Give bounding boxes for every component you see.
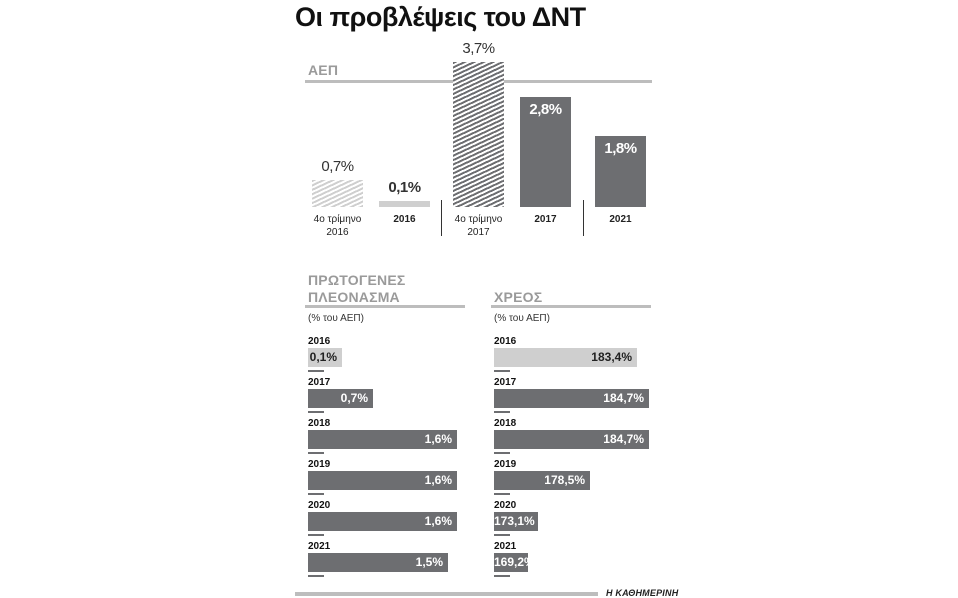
surplus-bar: 1,6% <box>308 430 457 449</box>
debt-year-label: 2020 <box>494 500 517 511</box>
gdp-value-label: 0,1% <box>388 179 421 196</box>
credit: Η ΚΑΘΗΜΕΡΙΝΗ <box>606 588 679 598</box>
surplus-rule <box>305 305 465 308</box>
surplus-year-label: 2016 <box>308 336 331 347</box>
surplus-year-label: 2020 <box>308 500 331 511</box>
gdp-category-label: 2016 <box>393 214 416 225</box>
debt-bar: 178,5% <box>494 471 590 490</box>
gdp-category-label: 2017 <box>467 227 490 238</box>
surplus-year-label: 2021 <box>308 541 331 552</box>
surplus-year-label: 2017 <box>308 377 331 388</box>
debt-year-tick <box>494 452 510 454</box>
debt-rule <box>491 305 651 308</box>
debt-year-tick <box>494 493 510 495</box>
gdp-category-label: 4ο τρίμηνο <box>313 214 362 225</box>
gdp-value-label: 2,8% <box>529 101 562 118</box>
surplus-bar: 1,6% <box>308 471 457 490</box>
debt-bar: 184,7% <box>494 389 649 408</box>
debt-bar: 184,7% <box>494 430 649 449</box>
debt-year-tick <box>494 534 510 536</box>
gdp-bar <box>453 62 504 207</box>
surplus-label-line2: ΠΛΕΟΝΑΣΜΑ <box>308 289 400 305</box>
debt-year-tick <box>494 370 510 372</box>
gdp-value-label: 1,8% <box>604 140 637 157</box>
surplus-year-label: 2019 <box>308 459 331 470</box>
gdp-divider-right <box>583 200 584 236</box>
surplus-year-label: 2018 <box>308 418 331 429</box>
surplus-bar: 0,1% <box>308 348 342 367</box>
surplus-bar: 1,5% <box>308 553 448 572</box>
gdp-category-label: 2016 <box>326 227 349 238</box>
surplus-unit: (% του ΑΕΠ) <box>308 313 364 324</box>
gdp-divider-left <box>441 200 442 236</box>
surplus-year-tick <box>308 534 324 536</box>
debt-year-label: 2016 <box>494 336 517 347</box>
debt-year-label: 2019 <box>494 459 517 470</box>
surplus-bar: 1,6% <box>308 512 457 531</box>
gdp-label: ΑΕΠ <box>308 62 339 78</box>
chart-title: Οι προβλέψεις του ΔΝΤ <box>295 2 586 32</box>
debt-year-label: 2018 <box>494 418 517 429</box>
debt-year-label: 2017 <box>494 377 517 388</box>
surplus-year-tick <box>308 411 324 413</box>
debt-label: ΧΡΕΟΣ <box>494 289 543 305</box>
surplus-label-line1: ΠΡΩΤΟΓΕΝΕΣ <box>308 272 406 288</box>
debt-year-label: 2021 <box>494 541 517 552</box>
debt-bar: 173,1% <box>494 512 538 531</box>
debt-year-tick <box>494 411 510 413</box>
surplus-year-tick <box>308 493 324 495</box>
gdp-category-label: 2017 <box>534 214 557 225</box>
gdp-bar <box>379 201 430 207</box>
debt-unit: (% του ΑΕΠ) <box>494 313 550 324</box>
surplus-year-tick <box>308 575 324 577</box>
debt-bar: 169,2% <box>494 553 528 572</box>
gdp-value-label: 3,7% <box>462 40 495 57</box>
surplus-bar: 0,7% <box>308 389 373 408</box>
surplus-year-tick <box>308 370 324 372</box>
gdp-category-label: 2021 <box>609 214 632 225</box>
debt-year-tick <box>494 575 510 577</box>
gdp-bar <box>312 180 363 207</box>
surplus-year-tick <box>308 452 324 454</box>
bottom-rule <box>295 592 598 596</box>
gdp-value-label: 0,7% <box>321 158 354 175</box>
debt-bar: 183,4% <box>494 348 637 367</box>
gdp-category-label: 4ο τρίμηνο <box>454 214 503 225</box>
